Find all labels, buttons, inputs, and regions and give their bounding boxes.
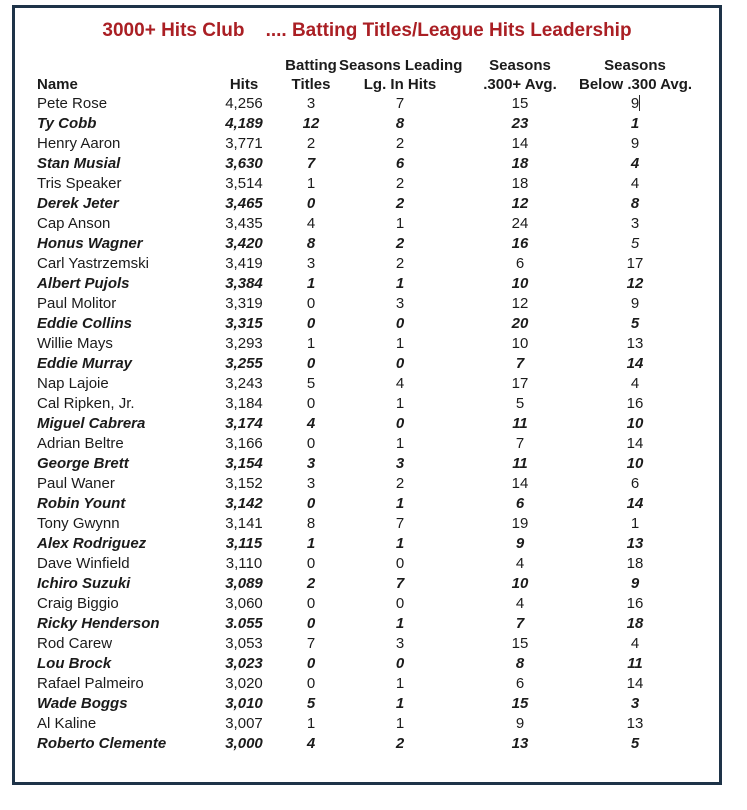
hits-cell: 3,293: [225, 335, 263, 352]
player-name-cell: Wade Boggs: [37, 695, 128, 712]
batting-titles-cell: 0: [306, 655, 316, 672]
batting-titles-cell: 2: [306, 575, 316, 592]
seasons-leading-hits-cell: 1: [395, 615, 405, 632]
text-cursor: [639, 95, 640, 111]
seasons-leading-hits-cell: 1: [395, 495, 405, 512]
hits-cell: 3,419: [225, 255, 263, 272]
player-name-cell: Roberto Clemente: [37, 735, 167, 752]
batting-titles-cell: 1: [306, 535, 316, 552]
batting-titles-cell: 3: [306, 455, 316, 472]
seasons-below-300-cell: 14: [626, 435, 644, 452]
column-header-seasons-below-300-avg: [579, 56, 691, 94]
player-name-cell: Alex Rodriguez: [37, 535, 147, 552]
seasons-leading-hits-cell: 6: [395, 155, 405, 172]
seasons-leading-hits-cell: 0: [395, 595, 405, 612]
header-line1: Batting: [285, 57, 337, 74]
batting-titles-cell: 1: [306, 715, 316, 732]
seasons-300-avg-cell: 24: [511, 215, 529, 232]
table-row: [15, 154, 691, 174]
player-name-cell: Robin Yount: [37, 495, 126, 512]
document-frame[interactable]: [12, 5, 722, 785]
hits-cell: 3,184: [225, 395, 263, 412]
seasons-leading-hits-cell: 0: [395, 355, 405, 372]
seasons-300-avg-cell: 6: [515, 255, 525, 272]
hits-cell: 3,384: [225, 275, 263, 292]
table-row: [15, 394, 691, 414]
seasons-below-300-cell: 3: [630, 695, 640, 712]
player-name-cell: Adrian Beltre: [37, 435, 124, 452]
seasons-300-avg-cell: 15: [511, 695, 529, 712]
seasons-300-avg-cell: 11: [512, 415, 528, 432]
table-row: [15, 234, 691, 254]
table-body: [15, 94, 691, 754]
seasons-leading-hits-cell: 1: [395, 715, 405, 732]
seasons-below-300-cell: 18: [626, 615, 644, 632]
seasons-300-avg-cell: 13: [511, 735, 529, 752]
hits-cell: 3,007: [225, 715, 263, 732]
seasons-below-300-cell: 5: [630, 235, 640, 252]
seasons-leading-hits-cell: 2: [395, 255, 405, 272]
hits-cell: 3,115: [225, 535, 263, 552]
seasons-300-avg-cell: 19: [511, 515, 529, 532]
table-row: [15, 354, 691, 374]
batting-titles-cell: 0: [306, 395, 316, 412]
table-row: [15, 594, 691, 614]
table-row: [15, 634, 691, 654]
seasons-leading-hits-cell: 1: [395, 395, 405, 412]
table-row: [15, 494, 691, 514]
seasons-300-avg-cell: 4: [515, 555, 525, 572]
column-header-hits: [205, 56, 283, 94]
table-row: [15, 434, 691, 454]
hits-cell: 3,166: [225, 435, 263, 452]
header-line1: [205, 56, 283, 75]
seasons-below-300-cell: 5: [630, 735, 640, 752]
table-row: [15, 194, 691, 214]
seasons-below-300-cell: 6: [630, 475, 640, 492]
hits-cell: 3,630: [225, 155, 263, 172]
seasons-below-300-cell: 11: [627, 655, 643, 672]
seasons-leading-hits-cell: 2: [395, 175, 405, 192]
seasons-300-avg-cell: 23: [511, 115, 529, 132]
header-line1: [37, 56, 205, 75]
player-name-cell: Dave Winfield: [37, 555, 130, 572]
column-header-name: [15, 56, 205, 94]
hits-cell: 3,435: [225, 215, 263, 232]
seasons-300-avg-cell: 7: [515, 435, 525, 452]
batting-titles-cell: 0: [306, 595, 316, 612]
seasons-leading-hits-cell: 3: [395, 295, 405, 312]
hits-cell: 3,110: [225, 555, 263, 572]
seasons-leading-hits-cell: 1: [395, 695, 405, 712]
player-name-cell: Al Kaline: [37, 715, 97, 732]
seasons-below-300-cell: 4: [630, 155, 640, 172]
header-line1: Seasons: [489, 57, 551, 74]
seasons-300-avg-cell: 7: [515, 615, 525, 632]
table-row: [15, 694, 691, 714]
table-row: [15, 94, 691, 114]
seasons-300-avg-cell: 18: [511, 155, 529, 172]
seasons-below-300-cell: 9: [630, 295, 640, 312]
seasons-300-avg-cell: 15: [511, 635, 529, 652]
seasons-below-300-cell: 14: [626, 355, 644, 372]
seasons-300-avg-cell: 17: [511, 375, 529, 392]
table-row: [15, 534, 691, 554]
player-name-cell: Nap Lajoie: [37, 375, 109, 392]
seasons-leading-hits-cell: 3: [395, 455, 405, 472]
player-name-cell: Rod Carew: [37, 635, 113, 652]
table-row: [15, 214, 691, 234]
seasons-below-300-cell: 3: [630, 215, 640, 232]
header-line2: Below .300 Avg.: [579, 76, 693, 93]
batting-titles-cell: 0: [306, 435, 316, 452]
table-row: [15, 134, 691, 154]
player-name-cell: Paul Molitor: [37, 295, 117, 312]
table-row: [15, 174, 691, 194]
seasons-leading-hits-cell: 1: [395, 215, 405, 232]
hits-cell: 3,174: [225, 415, 263, 432]
seasons-leading-hits-cell: 0: [395, 655, 405, 672]
seasons-below-300-cell: 14: [626, 495, 644, 512]
page-title: 3000+ Hits Club .... Batting Titles/League Hits Leadership: [102, 20, 632, 41]
batting-titles-cell: 0: [306, 675, 316, 692]
column-header-seasons-300-avg: [461, 56, 579, 94]
batting-titles-cell: 1: [306, 175, 316, 192]
table-row: [15, 734, 691, 754]
seasons-leading-hits-cell: 4: [395, 375, 405, 392]
table-row: [15, 254, 691, 274]
player-name-cell: Craig Biggio: [37, 595, 119, 612]
seasons-leading-hits-cell: 1: [395, 435, 405, 452]
player-name-cell: Albert Pujols: [37, 275, 130, 292]
player-name-cell: Rafael Palmeiro: [37, 675, 144, 692]
seasons-leading-hits-cell: 7: [395, 515, 405, 532]
seasons-below-300-cell: 1: [630, 115, 640, 132]
seasons-300-avg-cell: 14: [511, 475, 529, 492]
hits-cell: 3,771: [225, 135, 263, 152]
seasons-below-300-cell: 13: [626, 715, 644, 732]
table-row: [15, 334, 691, 354]
hits-cell: 3,000: [225, 735, 263, 752]
table-row: [15, 674, 691, 694]
seasons-300-avg-cell: 5: [515, 395, 525, 412]
batting-titles-cell: 4: [306, 735, 316, 752]
hits-cell: 3,053: [225, 635, 263, 652]
player-name-cell: Lou Brock: [37, 655, 112, 672]
player-name-cell: Ichiro Suzuki: [37, 575, 131, 592]
player-name-cell: Ty Cobb: [37, 115, 97, 132]
seasons-below-300-cell: 4: [630, 175, 640, 192]
player-name-cell: Derek Jeter: [37, 195, 119, 212]
player-name-cell: Tris Speaker: [37, 175, 122, 192]
table-row: [15, 554, 691, 574]
seasons-300-avg-cell: 4: [515, 595, 525, 612]
seasons-300-avg-cell: 11: [512, 455, 528, 472]
seasons-300-avg-cell: 8: [515, 655, 525, 672]
batting-titles-cell: 0: [306, 195, 316, 212]
column-header-seasons-leading-hits: [339, 56, 461, 94]
seasons-300-avg-cell: 12: [511, 295, 529, 312]
seasons-below-300-cell: 8: [630, 195, 640, 212]
hits-cell: 3,315: [225, 315, 263, 332]
table-header: [15, 56, 691, 94]
table-row: [15, 414, 691, 434]
table-row: [15, 474, 691, 494]
header-line1: Seasons Leading: [339, 57, 463, 74]
column-header-batting-titles: [283, 56, 339, 94]
hits-cell: 4,256: [225, 95, 263, 112]
batting-titles-cell: 0: [306, 295, 316, 312]
header-line2: Lg. In Hits: [363, 76, 437, 93]
hits-cell: 4,189: [225, 115, 263, 132]
table-row: [15, 374, 691, 394]
table-row: [15, 314, 691, 334]
seasons-below-300-cell: 5: [630, 315, 640, 332]
table-row: [15, 614, 691, 634]
seasons-leading-hits-cell: 1: [395, 275, 405, 292]
hits-cell: 3,154: [225, 455, 263, 472]
hits-cell: 3,152: [225, 475, 263, 492]
table-row: [15, 514, 691, 534]
header-line2: Titles: [291, 76, 331, 93]
hits-cell: 3,010: [225, 695, 263, 712]
seasons-below-300-cell: 17: [626, 255, 644, 272]
seasons-300-avg-cell: 9: [515, 535, 525, 552]
seasons-300-avg-cell: 9: [515, 715, 525, 732]
batting-titles-cell: 8: [306, 515, 316, 532]
table-row: [15, 114, 691, 134]
seasons-300-avg-cell: 16: [511, 235, 529, 252]
player-name-cell: Henry Aaron: [37, 135, 121, 152]
seasons-below-300-cell: 9: [630, 95, 640, 112]
batting-titles-cell: 8: [306, 235, 316, 252]
seasons-leading-hits-cell: 2: [395, 195, 405, 212]
batting-titles-cell: 0: [306, 615, 316, 632]
batting-titles-cell: 5: [306, 695, 316, 712]
hits-cell: 3,465: [225, 195, 263, 212]
hits-cell: 3,060: [225, 595, 263, 612]
player-name-cell: Honus Wagner: [37, 235, 143, 252]
player-name-cell: George Brett: [37, 455, 129, 472]
seasons-below-300-cell: 9: [630, 575, 640, 592]
seasons-leading-hits-cell: 0: [395, 315, 405, 332]
seasons-below-300-cell: 4: [630, 635, 640, 652]
seasons-leading-hits-cell: 1: [395, 335, 405, 352]
player-name-cell: Ricky Henderson: [37, 615, 160, 632]
batting-titles-cell: 3: [306, 255, 316, 272]
batting-titles-cell: 4: [306, 415, 316, 432]
seasons-300-avg-cell: 6: [515, 495, 525, 512]
seasons-below-300-cell: 1: [630, 515, 640, 532]
seasons-300-avg-cell: 20: [511, 315, 529, 332]
seasons-300-avg-cell: 10: [511, 275, 529, 292]
table-row: [15, 654, 691, 674]
hits-cell: 3,020: [225, 675, 263, 692]
seasons-leading-hits-cell: 2: [395, 235, 405, 252]
batting-titles-cell: 12: [302, 115, 320, 132]
seasons-below-300-cell: 13: [626, 335, 644, 352]
batting-titles-cell: 3: [306, 95, 316, 112]
seasons-300-avg-cell: 14: [511, 135, 529, 152]
seasons-below-300-cell: 9: [630, 135, 640, 152]
seasons-300-avg-cell: 15: [511, 95, 529, 112]
table-row: [15, 714, 691, 734]
stats-table: [15, 56, 691, 754]
batting-titles-cell: 7: [306, 635, 316, 652]
player-name-cell: Carl Yastrzemski: [37, 255, 149, 272]
player-name-cell: Stan Musial: [37, 155, 121, 172]
seasons-leading-hits-cell: 1: [395, 675, 405, 692]
seasons-leading-hits-cell: 1: [395, 535, 405, 552]
seasons-leading-hits-cell: 0: [395, 415, 405, 432]
header-line2: Name: [37, 76, 78, 93]
batting-titles-cell: 3: [306, 475, 316, 492]
batting-titles-cell: 7: [306, 155, 316, 172]
seasons-300-avg-cell: 10: [511, 335, 529, 352]
seasons-300-avg-cell: 12: [511, 195, 529, 212]
batting-titles-cell: 0: [306, 315, 316, 332]
hits-cell: 3,089: [225, 575, 263, 592]
player-name-cell: Eddie Murray: [37, 355, 133, 372]
header-line1: Seasons: [604, 57, 666, 74]
hits-cell: 3,142: [225, 495, 263, 512]
player-name-cell: Miguel Cabrera: [37, 415, 146, 432]
batting-titles-cell: 5: [306, 375, 316, 392]
seasons-leading-hits-cell: 0: [395, 555, 405, 572]
seasons-below-300-cell: 18: [626, 555, 644, 572]
header-line2: .300+ Avg.: [483, 76, 557, 93]
seasons-leading-hits-cell: 8: [395, 115, 405, 132]
seasons-300-avg-cell: 10: [511, 575, 529, 592]
player-name-cell: Willie Mays: [37, 335, 113, 352]
seasons-leading-hits-cell: 2: [395, 735, 405, 752]
batting-titles-cell: 0: [306, 555, 316, 572]
seasons-below-300-cell: 4: [630, 375, 640, 392]
player-name-cell: Paul Waner: [37, 475, 115, 492]
seasons-leading-hits-cell: 7: [395, 575, 405, 592]
player-name-cell: Eddie Collins: [37, 315, 133, 332]
hits-cell: 3,420: [225, 235, 263, 252]
batting-titles-cell: 4: [306, 215, 316, 232]
batting-titles-cell: 0: [306, 495, 316, 512]
hits-cell: 3,319: [225, 295, 263, 312]
seasons-below-300-cell: 16: [626, 595, 644, 612]
hits-cell: 3.055: [225, 615, 263, 632]
batting-titles-cell: 1: [306, 275, 316, 292]
seasons-below-300-cell: 16: [626, 395, 644, 412]
header-line2: Hits: [229, 76, 259, 93]
seasons-leading-hits-cell: 7: [395, 95, 405, 112]
hits-cell: 3,023: [225, 655, 263, 672]
seasons-below-300-cell: 10: [626, 415, 644, 432]
seasons-below-300-cell: 10: [626, 455, 644, 472]
batting-titles-cell: 2: [306, 135, 316, 152]
player-name-cell: Cap Anson: [37, 215, 111, 232]
player-name-cell: Cal Ripken, Jr.: [37, 395, 135, 412]
hits-cell: 3,255: [225, 355, 263, 372]
seasons-leading-hits-cell: 3: [395, 635, 405, 652]
seasons-below-300-cell: 14: [626, 675, 644, 692]
player-name-cell: Pete Rose: [37, 95, 108, 112]
seasons-300-avg-cell: 18: [511, 175, 529, 192]
batting-titles-cell: 0: [306, 355, 316, 372]
hits-cell: 3,141: [225, 515, 263, 532]
seasons-300-avg-cell: 6: [515, 675, 525, 692]
table-row: [15, 454, 691, 474]
player-name-cell: Tony Gwynn: [37, 515, 120, 532]
table-row: [15, 574, 691, 594]
seasons-leading-hits-cell: 2: [395, 475, 405, 492]
table-row: [15, 274, 691, 294]
seasons-leading-hits-cell: 2: [395, 135, 405, 152]
seasons-300-avg-cell: 7: [515, 355, 525, 372]
seasons-below-300-cell: 12: [626, 275, 644, 292]
batting-titles-cell: 1: [306, 335, 316, 352]
hits-cell: 3,514: [225, 175, 263, 192]
seasons-below-300-cell: 13: [626, 535, 644, 552]
hits-cell: 3,243: [225, 375, 263, 392]
table-row: [15, 294, 691, 314]
